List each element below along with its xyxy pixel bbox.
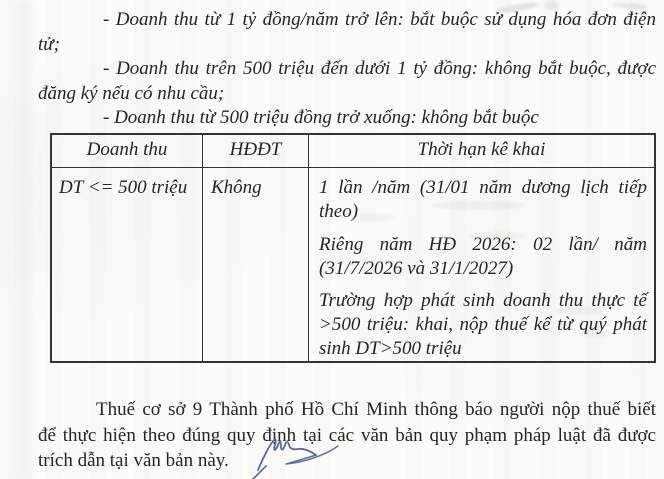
deadline-line: (31/7/2026 và 31/1/2027) xyxy=(319,257,514,279)
signature-ink-scribble xyxy=(200,430,345,479)
einvoice-value: Không xyxy=(211,177,262,198)
signature-stroke-descender xyxy=(245,466,266,479)
table-header-hddt: HĐĐT xyxy=(203,135,309,167)
deadline-line: theo) xyxy=(319,201,359,222)
deadline-paragraph xyxy=(319,176,647,224)
intro-line: tử; xyxy=(38,33,60,55)
cell-revenue xyxy=(52,168,203,361)
table-data-row xyxy=(52,168,654,361)
closing-line: trích dẫn tại văn bản này. xyxy=(38,450,229,471)
signature-stroke-main xyxy=(258,439,316,470)
table-header-thoi-han-ke-khai: Thời hạn kê khai xyxy=(417,139,546,160)
intro-line: đăng ký nếu có nhu cầu; xyxy=(38,82,225,104)
closing-line: Thuế cơ sở 9 Thành phố Hồ Chí Minh thông báo người nộp thuế biết xyxy=(96,399,656,420)
deadline-line: Trường hợp phát sinh doanh thu thực tế xyxy=(319,290,647,311)
deadline-line: sinh DT>500 triệu xyxy=(319,338,462,359)
intro-line: - Doanh thu từ 1 tỷ đồng/năm trở lên: bắt buộc sử dụng hóa đơn điện xyxy=(103,9,656,30)
deadline-paragraph xyxy=(319,233,647,281)
cell-deadline xyxy=(309,168,654,361)
intro-line: - Doanh thu trên 500 triệu đến dưới 1 tỷ đồng: không bắt buộc, được xyxy=(103,58,656,79)
closing-paragraph xyxy=(38,397,656,474)
deadline-line: Riêng năm HĐ 2026: 02 lần/ năm xyxy=(319,233,647,255)
intro-section xyxy=(38,8,656,131)
closing-line: để thực hiện theo đúng quy định tại các văn bản quy phạm pháp luật đã được xyxy=(38,424,656,446)
deadline-paragraph xyxy=(319,289,647,361)
scan-streak-band xyxy=(15,0,33,479)
deadline-line: 1 lần /năm (31/01 năm dương lịch tiếp xyxy=(319,177,647,198)
cell-einvoice xyxy=(203,168,309,361)
table-header-row xyxy=(52,135,654,168)
deadline-line: >500 triệu: khai, nộp thuế kể từ quý phát xyxy=(319,314,647,335)
tax-declaration-table xyxy=(50,133,656,363)
table-header-doanh-thu: Doanh thu xyxy=(52,135,203,167)
revenue-value: DT <= 500 triệu xyxy=(59,177,188,198)
intro-line: - Doanh thu từ 500 triệu đồng trở xuống: không bắt buộc xyxy=(103,107,539,128)
